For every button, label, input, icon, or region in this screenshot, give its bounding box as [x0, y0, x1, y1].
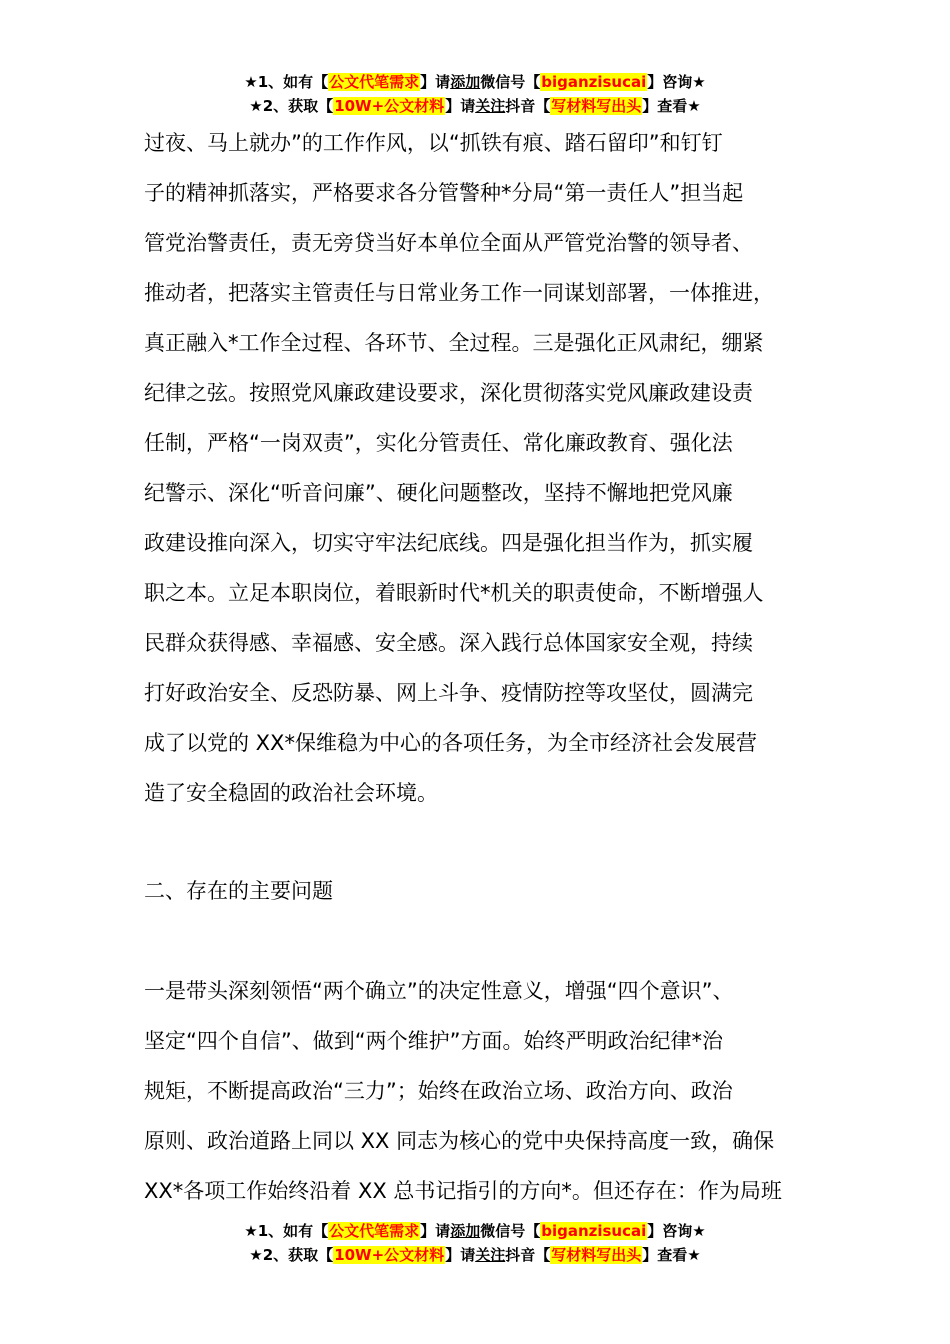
banner-underlined-text: 添加 — [450, 1222, 481, 1240]
banner-highlight: 写材料写出头 — [551, 97, 642, 115]
banner-underlined-text: 添加 — [450, 73, 481, 91]
banner-text: 】请 — [420, 1222, 451, 1240]
banner-text: 】请 — [420, 73, 451, 91]
banner-highlight: biganzisucai — [541, 73, 647, 91]
banner-text: 微信号【 — [480, 73, 541, 91]
paragraph-continued — [144, 118, 834, 818]
text-line: 真正融入*工作全过程、各环节、全过程。三是强化正风肃纪，绷紧 — [144, 331, 764, 355]
top-banner — [0, 70, 950, 118]
heading-text: 二、存在的主要问题 — [144, 879, 333, 903]
text-line: 子的精神抓落实，严格要求各分管警种*分局“第一责任人”担当起 — [144, 181, 744, 205]
text-line: 原则、政治道路上同以 XX 同志为核心的党中央保持高度一致，确保 — [144, 1129, 775, 1153]
text-line: 纪律之弦。按照党风廉政建设要求，深化贯彻落实党风廉政建设责 — [144, 381, 753, 405]
banner-text: 】咨询★ — [647, 73, 706, 91]
text-line: 政建设推向深入，切实守牢法纪底线。四是强化担当作为，抓实履 — [144, 531, 753, 555]
banner-line-2 — [0, 1243, 950, 1267]
banner-line-1 — [0, 70, 950, 94]
banner-line-1 — [0, 1219, 950, 1243]
text-line: 职之本。立足本职岗位，着眼新时代*机关的职责使命，不断增强人 — [144, 581, 764, 605]
banner-text: 抖音【 — [505, 1246, 551, 1264]
text-line: 纪警示、深化“听音问廉”、硬化问题整改，坚持不懈地把党风廉 — [144, 481, 733, 505]
banner-text: ★1、如有【 — [244, 73, 329, 91]
paragraph-problems — [144, 966, 834, 1216]
banner-underlined-text: 关注 — [475, 97, 506, 115]
banner-text: 】咨询★ — [647, 1222, 706, 1240]
banner-line-2 — [0, 94, 950, 118]
banner-text: ★2、获取【 — [249, 97, 334, 115]
text-line: 民群众获得感、幸福感、安全感。深入践行总体国家安全观，持续 — [144, 631, 753, 655]
banner-text: 微信号【 — [480, 1222, 541, 1240]
banner-text: 】查看★ — [642, 1246, 701, 1264]
section-heading — [144, 866, 834, 916]
text-line: XX*各项工作始终沿着 XX 总书记指引的方向*。但还存在：作为局班 — [144, 1179, 782, 1203]
text-line: 造了安全稳固的政治社会环境。 — [144, 781, 438, 805]
banner-underlined-text: 关注 — [475, 1246, 506, 1264]
banner-highlight: 公文代笔需求 — [329, 1222, 420, 1240]
banner-highlight: 公文代笔需求 — [329, 73, 420, 91]
banner-text: ★2、获取【 — [249, 1246, 334, 1264]
text-line: 过夜、马上就办”的工作作风，以“抓铁有痕、踏石留印”和钉钉 — [144, 131, 723, 155]
text-line: 一是带头深刻领悟“两个确立”的决定性意义，增强“四个意识”、 — [144, 979, 734, 1003]
banner-text: 】请 — [445, 97, 476, 115]
text-line: 坚定“四个自信”、做到“两个维护”方面。始终严明政治纪律*治 — [144, 1029, 724, 1053]
banner-highlight: 写材料写出头 — [551, 1246, 642, 1264]
text-line: 管党治警责任，责无旁贷当好本单位全面从严管党治警的领导者、 — [144, 231, 753, 255]
banner-text: 】请 — [445, 1246, 476, 1264]
banner-text: ★1、如有【 — [244, 1222, 329, 1240]
banner-highlight: biganzisucai — [541, 1222, 647, 1240]
text-line: 规矩，不断提高政治“三力”；始终在政治立场、政治方向、政治 — [144, 1079, 733, 1103]
text-line: 成了以党的 XX*保维稳为中心的各项任务，为全市经济社会发展营 — [144, 731, 757, 755]
text-line: 推动者，把落实主管责任与日常业务工作一同谋划部署，一体推进， — [144, 281, 774, 305]
banner-text: 】查看★ — [642, 97, 701, 115]
text-line: 打好政治安全、反恐防暴、网上斗争、疫情防控等攻坚仗，圆满完 — [144, 681, 753, 705]
text-line: 任制，严格“一岗双责”，实化分管责任、常化廉政教育、强化法 — [144, 431, 733, 455]
banner-text: 抖音【 — [505, 97, 551, 115]
bottom-banner — [0, 1219, 950, 1267]
banner-highlight: 10W+公文材料 — [334, 1246, 445, 1264]
banner-highlight: 10W+公文材料 — [334, 97, 445, 115]
